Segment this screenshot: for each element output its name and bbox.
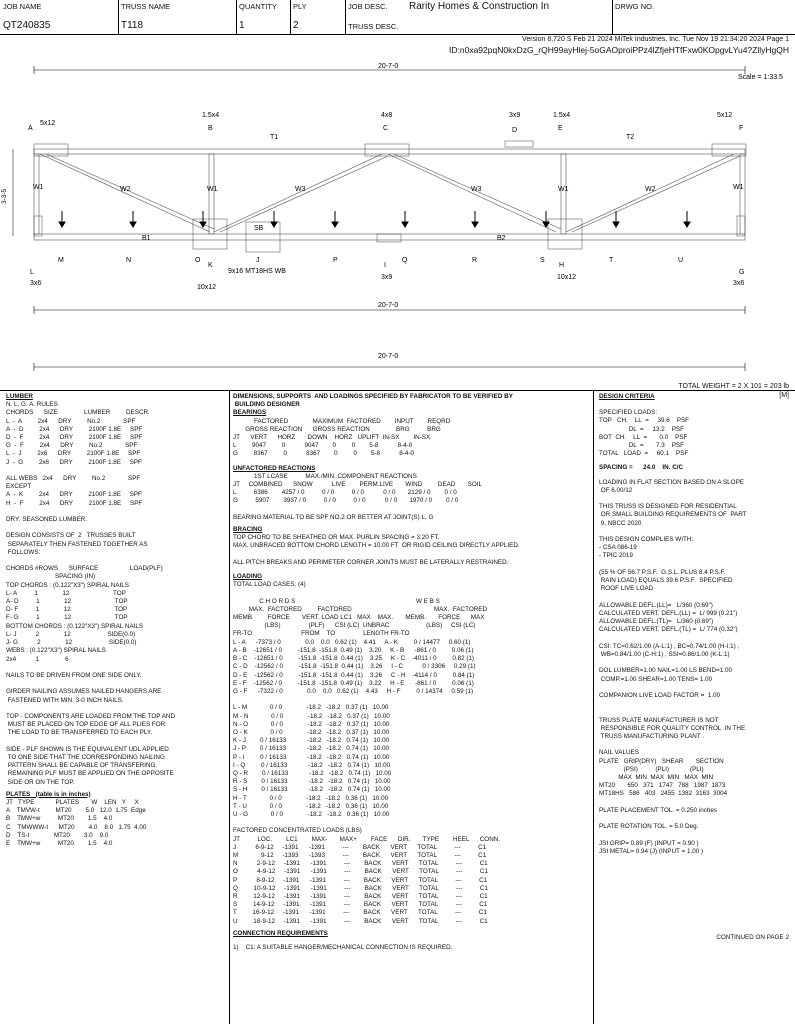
design-note-line: NAIL VALUES [599,749,639,757]
design-note-line: TRUSS PLATE MANUFACTURER IS NOT [599,716,719,724]
node-e: E [558,125,563,132]
design-loads [599,409,793,458]
bracing-line: TOP CHORD TO BE SHEATHED OR MAX. PURLIN SPACING = 3.20 FT. [233,534,440,542]
loading-row: T - U 0 / 0 -18.2 -18.2 0.36 (1) 10.00 [233,802,389,810]
loading-row: E - F -12562 / 0 -151.8 -151.8 0.49 (1) 3.22 H - E -861 / 0 0.06 (1) [233,679,474,687]
design-note-line: DOL LUMBER=1.00 NAIL=1.00 LS BEND=1.00 [599,667,732,675]
lumber-line: DESIGN CONSISTS OF 2 TRUSSES BUILT [6,532,136,540]
lumber-line [6,467,228,475]
column-divider-2 [593,390,594,1024]
lumber-line [6,664,228,672]
web-label-2: W2 [120,186,131,193]
lumber-line: WEBS : (0.122"X3") SPIRAL NAILS [6,647,106,655]
truss-name-value: T118 [121,20,144,31]
bearing-row: JT VERT HORZ DOWN HORZ UPLIFT IN-SX IN-SX [233,434,431,442]
lumber-line [6,508,228,516]
design-note-line: (55 % OF 56.7 P.S.F. G.S.L. PLUS 8.4 P.S.F. [599,568,726,576]
lumber-line: ALL WEBS 2x4 DRY No.2 SPF [6,475,141,483]
bracing-lines [233,534,591,567]
web-label-8: W1 [733,184,744,191]
design-load-line: DL = 7.3 PSF [599,442,684,450]
design-note-line: LOADING IN FLAT SECTION BASED ON A SLOPE [599,478,744,486]
loading-title: LOADING [233,573,263,581]
span-bottom-label-1: 20-7-0 [378,302,399,309]
unfactored-title: UNFACTORED REACTIONS [233,464,316,472]
loading-row: MEMB. FORCE VERT. LOAD LC1 MAX MAX. MEMB. FORCE MAX [233,614,485,622]
lumber-line: CHORDS SIZE LUMBER DESCR. [6,409,150,417]
loading-row: R 12-9-12 -1391 -1391 --- BACK VERT TOTAL --- C1 [233,892,488,900]
connection-title: CONNECTION REQUIREMENTS [233,929,328,937]
loading-lines [233,581,591,926]
bracing-line: MAX. UNBRACED BOTTOM CHORD LENGTH = 10.00 FT OR RIGID CEILING DIRECTLY APPLIED. [233,542,520,550]
bracing-line: ALL PITCH BREAKS AND PERIMETER CORNER JOINTS MUST BE LATERALLY RESTRAINED. [233,558,509,566]
lumber-line [6,738,228,746]
plates-title: PLATES (table is in inches) [6,790,91,798]
truss-name-label: TRUSS NAME [121,2,171,11]
design-note-line: WB=0.84/1.00 (C-H:1) , SSI=0.86/1.00 (K-L:1) [599,650,730,658]
loading-row: Q 10-9-12 -1391 -1391 --- BACK VERT TOTAL --- C1 [233,884,488,892]
web-w1-left [34,154,39,234]
total-weight: TOTAL WEIGHT = 2 X 101 = 203 lb [678,383,789,390]
plate-row: D TS-t MT20 3.0 9.0 [6,831,109,839]
ply-label: PLY [293,2,307,11]
design-note-line [599,741,793,749]
loading-row: G - F -7322 / 0 0.0 0.0 0.62 (1) 4.43 H - F 0 / 14374 0.59 (1) [233,687,474,695]
loading-row: Q - R 0 / 16133 -18.2 -18.2 0.74 (1) 10.00 [233,769,392,777]
design-note-line: CALCULATED VERT. DEFL.(TL) = L/ 774 (0.32") [599,626,738,634]
connection-line: 1) C1: A SUITABLE HANGER/MECHANICAL CONNECTION IS REQUIRED. [233,944,453,951]
lumber-line: FASTENED WITH MIN. 3-0 INCH NAILS. [6,696,124,704]
web-label-3: W1 [207,186,218,193]
member-t2: T2 [626,134,635,141]
lumber-line: TOP - COMPONENTS ARE LOADED FROM THE TOP AND [6,712,176,720]
plate-row: C TMWWW-t MT20 4.0 8.0 1.75 4.00 [6,823,147,831]
loading-row: L - M 0 / 0 -18.2 -18.2 0.37 (1) 10.00 [233,704,389,712]
web-label-5: W3 [471,186,482,193]
web-label-6: W1 [558,186,569,193]
node-u: U [678,257,684,264]
node-s: S [540,257,545,264]
job-name-label: JOB NAME [3,2,42,11]
node-d: D [512,127,518,134]
loading-row: U - G 0 / 0 -18.2 -18.2 0.36 (1) 10.00 [233,810,390,818]
design-note-line: - CSA 086-19 [599,544,637,552]
lumber-line [6,524,228,532]
plate-l: 3x6 [30,280,42,287]
chord-sb: SB [254,225,264,232]
chord-b1: B1 [142,235,151,242]
node-a: A [28,125,33,132]
design-note-line: COMP.=1.00 SHEAR=1.00 TENS= 1.00 [599,675,712,683]
lumber-line: H - F 2x4 DRY 2100F 1.8E SPF [6,499,143,507]
node-q: Q [402,257,408,264]
loading-row: C - D -12562 / 0 -151.8 -151.8 0.44 (1) 3.26 I - C 0 / 3306 0.29 (1) [233,663,476,671]
design-note-line: OR SMALL BUILDING REQUIREMENTS OF PART [599,511,747,519]
member-t1: T1 [270,134,279,141]
plate-row: A TMVW-t MT20 5.0 12.0 1.75 Edge [6,807,146,815]
lumber-line: TOP CHORDS : (0.122"X3") SPIRAL NAILS [6,581,129,589]
lumber-line: NAILS TO BE DRIVEN FROM ONE SIDE ONLY. [6,671,142,679]
design-note-line: OF 6.00/12 [599,486,633,494]
plate-e: 1.5x4 [553,112,571,119]
plate-row: E TMW+w MT20 1.5 4.0 [6,839,113,847]
truss-name-cell [118,0,237,34]
drwg-no-cell [612,0,794,34]
loading-row: M - N 0 / 0 -18.2 -18.2 0.37 (1) 10.00 [233,712,390,720]
ply-value: 2 [293,20,299,31]
plate-h: 10x12 [557,274,577,281]
unfactored-lines [233,473,591,522]
title-block [0,0,795,35]
design-note-line: ALLOWABLE DEFL.(TL)= L/360 (0.69") [599,618,714,626]
design-note-line: PLATE GRIP(DRY) SHEAR SECTION [599,757,724,765]
loading-row: S 14-9-12 -1391 -1391 --- BACK VERT TOTAL --- C1 [233,901,488,909]
lumber-line: MUST BE PLACED ON TOP EDGE OF ALL PLIES FOR [6,721,166,729]
web-w1-b [209,154,214,234]
web-label-4: W3 [295,186,306,193]
design-note-line [599,528,793,536]
lumber-line: L - J 2x6 DRY 2100F 1.8E SPF [6,450,141,458]
lumber-line: A - K 2x4 DRY 2100F 1.8E SPF [6,491,142,499]
design-note-line: COMPANION LIVE LOAD FACTOR = 1.00 [599,691,721,699]
node-k: K [208,262,213,269]
loading-row: D - E -12562 / 0 -151.8 -151.8 0.44 (1) 3.26 C - H -4114 / 0 0.84 (1) [233,671,475,679]
drwg-no-label: DRWG NO. [615,2,655,11]
design-notes [599,479,793,856]
loading-row: B - C -12651 / 0 -151.8 -151.8 0.44 (1) 3.25 K - C -4011 / 0 0.82 (1) [233,655,475,663]
lumber-line [6,680,228,688]
mt18-label: 9x16 MT18HS WB [228,268,286,275]
chord-b2: B2 [497,235,506,242]
section-divider [0,390,795,391]
lumber-line [6,705,228,713]
dimensions-title: DIMENSIONS, SUPPORTS AND LOADINGS SPECIFIED BY FABRICATOR TO BE VERIFIED BY BUILDING DESIGNER [233,393,513,409]
plate-a: 5x12 [40,120,56,127]
plate-row: JT TYPE PLATES W LEN Y X [6,798,139,806]
loading-row: T 16-9-12 -1391 -1391 --- BACK VERT TOTAL --- C1 [233,909,487,917]
loading-row: M 9-12 -1393 -1393 --- BACK VERT TOTAL --- C1 [233,851,487,859]
height-label: 3-3-5 [1,188,8,204]
design-note-line: (PSI) (PLI) (PLI) [599,765,704,773]
design-note-line [599,593,793,601]
job-desc-value: Rarity Homes & Construction In [409,1,550,12]
node-p: P [333,257,338,264]
lumber-line: J- G 2 12 SIDE(0.0) [6,639,137,647]
design-note-line [599,634,793,642]
node-i: I [384,262,386,269]
node-c: C [383,125,389,132]
reaction-row: 1ST LCASE MAX./MIN. COMPONENT REACTIONS [233,472,417,480]
plates-lines [6,799,228,848]
job-name-cell [0,0,119,34]
design-note-line: RESPONSIBLE FOR QUALITY CONTROL IN THE [599,724,746,732]
loading-row [233,819,591,827]
loading-row: R - S 0 / 16133 -18.2 -18.2 0.74 (1) 10.00 [233,778,391,786]
lumber-section [6,393,228,1023]
lumber-line: J - G 2x6 DRY 2100F 1.8E SPF [6,458,142,466]
total-weight-unit: [M] [779,392,789,399]
bearing-row: GROSS REACTION GROSS REACTION BRG BRG [233,425,441,433]
loading-row: JT LOC. LC1 MAX- MAX+ FACE DIR. TYPE HEEL CONN. [233,835,501,843]
loading-row [233,589,591,597]
design-note-line: MT18HS 586 403 2455 1382 3163 3004 [599,790,728,798]
lumber-line: PATTERN SHALL BE CAPABLE OF TRANSFERING. [6,762,158,770]
design-load-line: TOTAL LOAD = 60.1 PSF [599,450,689,458]
lumber-line: D- F 1 12 TOP [6,606,128,614]
reaction-row [233,506,591,514]
lumber-line: EXCEPT [6,483,32,491]
loading-row [233,696,591,704]
truss-drawing [0,56,795,382]
plate-d: 3x9 [509,112,521,119]
lumber-title: LUMBER [6,393,33,400]
lumber-line: A- D 1 12 TOP [6,598,128,606]
loading-row: FACTORED CONCENTRATED LOADS (LBS) [233,827,362,835]
design-note-line: JSI METAL= 0.94 (J) (INPUT = 1.00 ) [599,847,704,855]
loading-row: N 2-9-12 -1391 -1391 --- BACK VERT TOTAL --- C1 [233,860,488,868]
design-load-line: BOT CH. LL = 0.0 PSF [599,433,688,441]
node-m: M [58,257,64,264]
loading-row: FR-TO FROM TO LENGTH FR-TO [233,630,410,638]
loading-row: K - J 0 / 16133 -18.2 -18.2 0.74 (1) 10.00 [233,737,390,745]
bearings-lines [233,418,591,459]
loading-row: MAX. FACTORED FACTORED MAX. FACTORED [233,605,488,613]
lumber-line: L- A 1 12 TOP [6,589,126,597]
lumber-line: G - F 2x4 DRY No.2 SPF [6,442,138,450]
loading-row: TOTAL LOAD CASES: (4) [233,581,306,589]
design-note-line: PLATE ROTATION TOL. = 5.0 Deg. [599,823,699,831]
design-note-line [599,831,793,839]
design-note-line: ROOF LIVE LOAD [599,585,654,593]
design-note-line: TRUSS MANUFACTURING PLANT . [599,732,705,740]
lumber-line: F- G 1 12 TOP [6,614,128,622]
design-note-line: 9, NBCC 2020 [599,519,642,527]
top-chord [34,149,745,154]
loading-row: (LBS) (PLF) CSI (LC) UNBRAC (LBS) CSI (LC) [233,622,476,630]
lumber-line: TO ONE SIDE THAT THE CORRESPONDING NAILING [6,753,165,761]
lumber-line: BOTTOM CHORDS : (0.122"X3") SPIRAL NAILS [6,622,144,630]
id-line: ID:n0xa92pqN0kxDzG_rQH99ayHlej-5oGAOproiPPz4lZfjeHTfFxw0KOpgvLYu4?ZllyHgQH [449,45,789,55]
lumber-line: THE LOAD TO BE TRANSFERRED TO EACH PLY. [6,729,153,737]
design-note-line [599,708,793,716]
plate-c: 4x8 [381,112,393,119]
design-note-line: PLATE PLACEMENT TOL. = 0.250 inches [599,806,718,814]
truss-desc-label: TRUSS DESC. [348,22,399,31]
plate-g: 3x6 [733,280,745,287]
bearing-row: L 9047 0 9047 0 0 5-8 8-4-0 [233,442,413,450]
plate-b: 1.5x4 [202,112,220,119]
loading-row: N - O 0 / 0 -18.2 -18.2 0.37 (1) 10.00 [233,720,390,728]
loading-row: L - A -7373 / 0 0.0 0.0 0.62 (1) 4.41 A - K 0 / 14477 0.60 (1) [233,638,471,646]
lumber-line: SPACING (IN) [6,573,96,581]
loading-row: I - Q 0 / 16133 -18.2 -18.2 0.74 (1) 10.00 [233,761,391,769]
job-desc-label: JOB DESC. [348,2,388,11]
design-note-line [599,561,793,569]
node-b: B [208,125,213,132]
reaction-row: L 6386 4257 / 0 0 / 0 0 / 0 0 / 0 2129 / 0 0 / 0 [233,489,457,497]
bearing-row: G 8367 0 8367 0 0 5-8 8-4-0 [233,450,414,458]
reaction-row: G 5907 3937 / 0 0 / 0 0 / 0 0 / 0 1970 / 0 0 / 0 [233,497,459,505]
plate-i: 3x9 [381,274,393,281]
lumber-line: D - F 2x4 DRY 2100F 1.8E SPF [6,434,143,442]
loading-row: O 4-9-12 -1391 -1391 --- BACK VERT TOTAL --- C1 [233,868,488,876]
node-r: R [472,257,478,264]
loading-row: J 6-9-12 -1391 -1391 --- BACK VERT TOTAL --- C1 [233,843,487,851]
plate-f: 5x12 [717,112,733,119]
design-note-line: ALLOWABLE DEFL.(LL)= L/360 (0.69") [599,601,713,609]
lumber-line: SEPARATELY THEN FASTENED TOGETHER AS [6,540,148,548]
lumber-line: SIDE OR ON THE TOP. [6,778,75,786]
node-o: O [195,257,201,264]
lumber-lines [6,401,228,787]
lumber-line: GIRDER NAILING ASSUMES NAILED HANGERS ARE [6,688,162,696]
loading-row: P 8-9-12 -1391 -1391 --- BACK VERT TOTAL --- C1 [233,876,488,884]
lumber-line: A - D 2x4 DRY 2100F 1.8E SPF [6,425,143,433]
span-bottom-label-2: 20-7-0 [378,353,399,360]
design-note-line: JSI GRIP= 0.89 (F) (INPUT = 0.90 ) [599,839,699,847]
design-note-line [599,700,793,708]
web-w1-right [740,154,745,234]
column-divider-1 [229,390,230,1024]
reaction-row: BEARING MATERIAL TO BE SPF NO.2 OR BETTER AT JOINT(S) L, G [233,513,434,521]
continued-label: CONTINUED ON PAGE 2 [716,934,789,941]
lumber-line: L- J 2 12 SIDE(0.0) [6,630,136,638]
job-desc-cell [345,0,613,34]
quantity-cell [236,0,291,34]
version-line: Version 8.720 S Feb 21 2024 MiTek Industries, Inc. Tue Nov 19 21:34:20 2024 Page 1 [522,36,789,43]
design-note-line: THIS DESIGN COMPLIES WITH: [599,536,694,544]
design-note-line: MAX MIN MAX MIN MAX MIN [599,773,714,781]
design-note-line [599,684,793,692]
bearings-title: BEARINGS [233,409,267,417]
design-section [599,393,793,1023]
span-top-label: 20-7-0 [378,63,399,70]
lumber-line: FOLLOWS: [6,548,41,556]
design-note-line: RAIN LOAD) EQUALS 39.6 P.S.F. SPECIFIED [599,577,733,585]
job-name-value: QT240835 [3,20,51,31]
lumber-line: L - A 2x4 DRY No.2 SPF [6,417,136,425]
design-note-line [599,659,793,667]
lumber-line: CHORDS #ROWS SURFACE LOAD(PLF) [6,565,163,573]
node-f: F [739,125,744,132]
loading-row: C H O R D S W E B S [233,597,440,605]
plate-k: 10x12 [197,284,217,291]
node-g: G [739,269,745,276]
lumber-line: 2x4 1 6 [6,655,69,663]
reaction-row: JT COMBINED SNOW LIVE PERM.LIVE WIND DEAD SOIL [233,481,483,489]
node-h: H [559,262,565,269]
loading-row: S - H 0 / 16133 -18.2 -18.2 0.74 (1) 10.00 [233,786,391,794]
quantity-value: 1 [239,20,245,31]
bearing-row: FACTORED MAXIMUM FACTORED INPUT REQRD [233,417,451,425]
ply-cell [290,0,346,34]
design-note-line: MT20 650 371 1747 788 1987 1873 [599,782,726,790]
design-load-line: SPECIFIED LOADS: [599,409,658,417]
lumber-line: DRY: SEASONED LUMBER. [6,516,88,524]
design-load-line: TOP CH. LL = 39.6 PSF [599,417,690,425]
loading-row: U 18-9-12 -1391 -1391 --- BACK VERT TOTAL --- C1 [233,917,488,925]
plate-row: B TMW+w MT20 1.5 4.0 [6,815,113,823]
design-note-line: CALCULATED VERT. DEFL.(LL) = L/ 999 (0.21") [599,609,738,617]
lumber-line [6,557,228,565]
node-n: N [126,257,132,264]
design-note-line: THIS TRUSS IS DESIGNED FOR RESIDENTIAL [599,503,737,511]
design-note-line [599,815,793,823]
bottom-chord [34,234,745,240]
web-label-1: W1 [33,184,44,191]
web-label-7: W2 [645,186,656,193]
middle-section [233,393,591,1023]
lumber-line: SIDE - PLF SHOWN IS THE EQUIVALENT UDL APPLIED [6,745,169,753]
loading-row: P - I 0 / 16133 -18.2 -18.2 0.74 (1) 10.00 [233,753,390,761]
design-note-line [599,495,793,503]
loading-row: O - K 0 / 0 -18.2 -18.2 0.37 (1) 10.00 [233,728,390,736]
web-w1-e [561,154,566,234]
quantity-label: QUANTITY [239,2,277,11]
node-j: J [256,257,260,264]
design-note-line: CSI: TC=0.62/1.00 (A-L:1) , BC=0.74/1.00 (H-I:1) , [599,642,740,650]
spacing-line: SPACING = 24.0 IN. C/C [599,464,684,472]
bracing-title: BRACING [233,526,263,534]
design-title: DESIGN CRITERIA [599,393,655,400]
loading-row: J - P 0 / 16133 -18.2 -18.2 0.74 (1) 10.00 [233,745,389,753]
node-t: T [609,257,614,264]
design-load-line: DL = 13.2 PSF [599,425,684,433]
bracing-line [233,551,591,559]
design-note-line [599,799,793,807]
loading-row: H - T 0 / 0 -18.2 -18.2 0.36 (1) 10.00 [233,794,389,802]
loading-row: A - B -12651 / 0 -151.8 -151.8 0.49 (1) 3.20 K - B -861 / 0 0.06 (1) [233,646,474,654]
scale-label: Scale = 1:33.5 [738,74,783,81]
lumber-line: N. L. G. A. RULES [6,401,58,409]
node-l: L [30,269,34,276]
design-note-line: - TPIC 2019 [599,552,633,560]
lumber-line: REMAINING PLF MUST BE APPLIED ON THE OPPOSITE [6,770,174,778]
